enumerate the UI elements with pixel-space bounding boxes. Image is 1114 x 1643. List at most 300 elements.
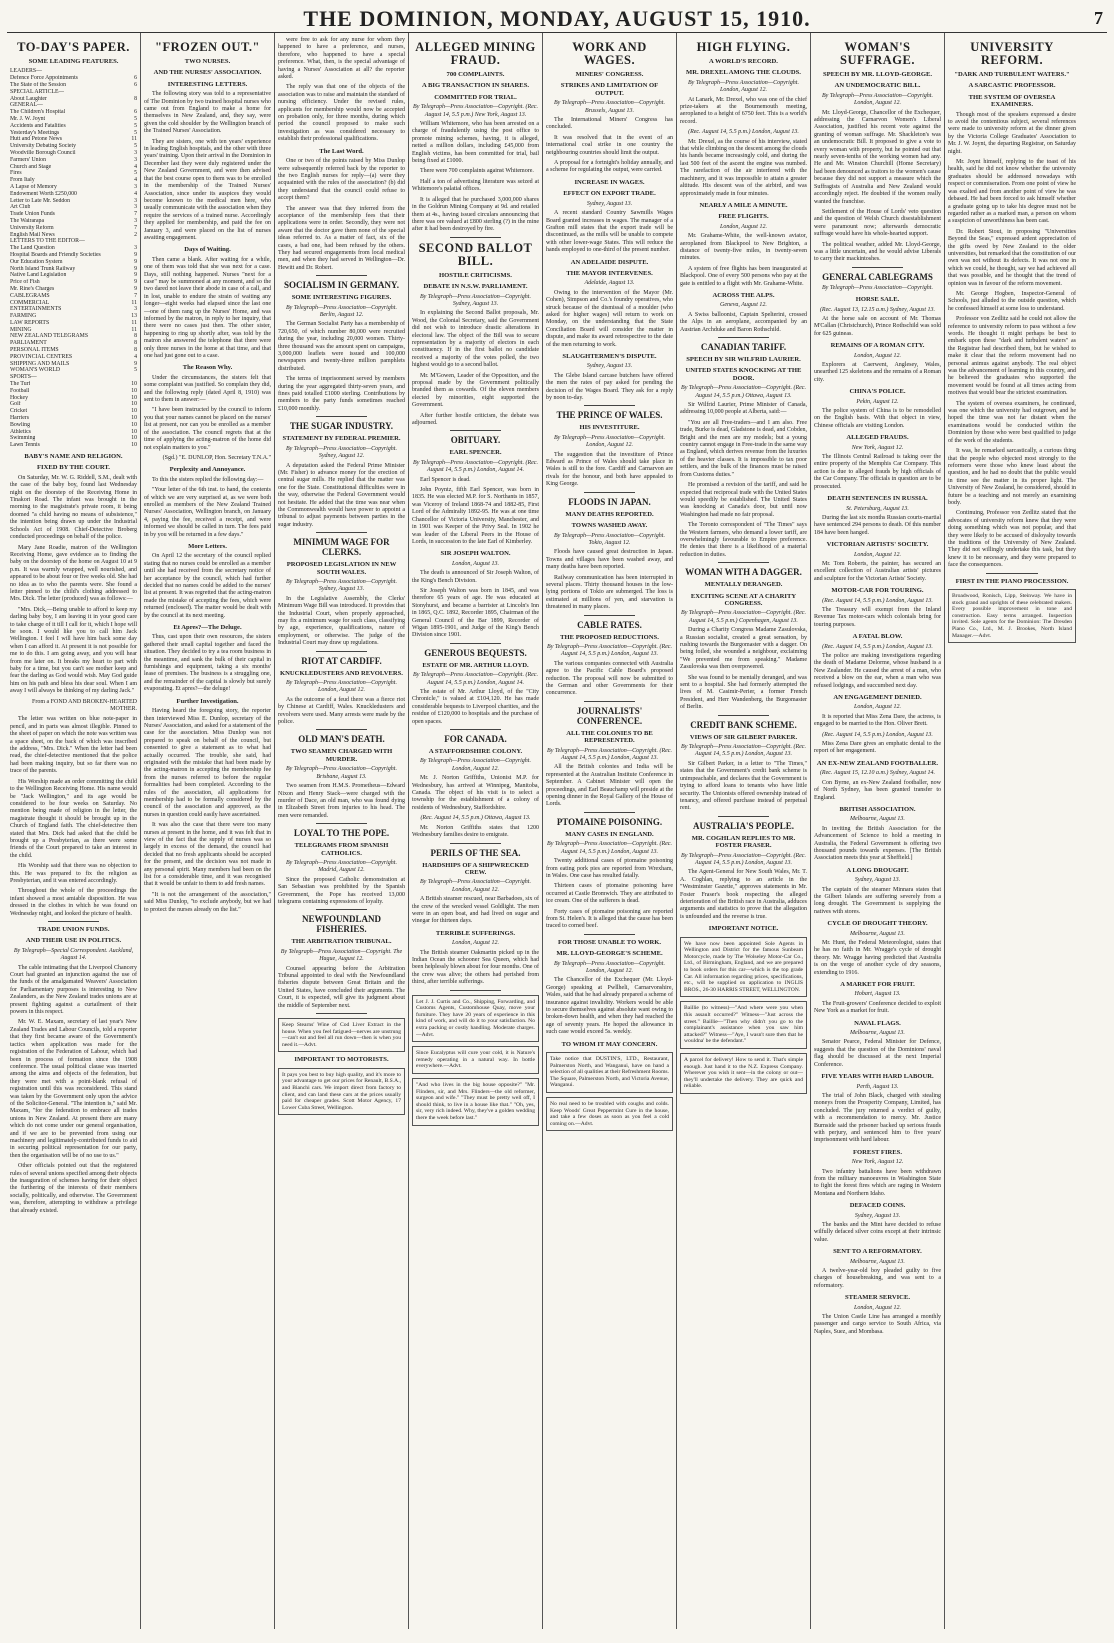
- headline: OBITUARY.: [450, 435, 501, 446]
- headline: BRITISH ASSOCIATION.: [839, 805, 916, 813]
- index-label: The Wairarapa: [10, 217, 45, 224]
- index-row: [10, 354, 137, 361]
- headline: MANY CASES IN ENGLAND.: [565, 830, 654, 838]
- headline: HIGH FLYING.: [696, 40, 791, 54]
- headline: AND THEIR USE IN POLITICS.: [25, 937, 122, 945]
- column-divider: [584, 812, 635, 813]
- index-row: [10, 116, 137, 123]
- index-row: [10, 327, 137, 334]
- article-paragraph: Mr. Lloyd-George, Chancellor of the Exchequer, addressing the Carnarvon Women's Liberal Association, justified his recent vote against the granting of woman suffrage. Mr. Shackleton's was an undemocratic Bill. It proposed to give a vote to every woman with property, but he pointed out that nearly seven-tenths of the working women had any. He and Mr. Winston Churchill (Home Secretary) had been denounced as traitors to the women's cause because they did not support a measure which the Suffragists of Australia and New Zealand would accordingly reject. He doubted if the women really wanted the franchise.: [814, 109, 941, 205]
- headline: STATEMENT BY FEDERAL PREMIER.: [282, 435, 401, 443]
- column-8: [945, 33, 1079, 1629]
- index-page: 4: [134, 177, 137, 184]
- article-paragraph: The cable intimating that the Liverpool Chancery Court had granted an injunction against the use of the funds of the amalgamated Weavers' Association for Parliamentary purposes is interesting to New Zealanders, as the New Zealand trades unions are at present fighting against a curtailment of their powers in this respect.: [10, 964, 137, 1016]
- headline: THE SYSTEM OF OVERSEA EXAMINERS.: [968, 93, 1056, 109]
- headline: MR. COGHLAN REPLIES TO MR. FOSTER FRASER.: [691, 834, 796, 850]
- article-paragraph: The following story was told to a representative of The Dominion by two trained hospital nurses who came out from England to make a home for themselves in New Zealand, and, they say, were given the cold shoulder by the Wellington branch of the Trained Nurses' Association.: [144, 91, 271, 135]
- article-paragraph: There were 700 complaints against Whitemore.: [420, 168, 534, 175]
- article-paragraph: It is alleged that he purchased 3,000,000 shares in the Goldrun Mining Company at 9d. and retailed them at 4s., having issued circulars announcing that there was ore valued at £800 sterling (?) in the mine after it had been destroyed by fire.: [412, 196, 539, 233]
- headline: ACROSS THE ALPS.: [712, 291, 775, 299]
- article-paragraph: Throughout the whole of the proceedings the infant showed a most amiable disposition. He was dressed in the clothes in which he was found on Wednesday night, and looked the picture of health.: [10, 888, 137, 917]
- index-label: Endowment Worth £250,000: [10, 190, 77, 197]
- index-label: MINING: [10, 326, 32, 333]
- index-label: University Debating Society: [10, 143, 77, 150]
- dateline: Sydney, August 13.: [586, 200, 633, 207]
- article-paragraph: The political weather, added Mr. Lloyd-George, was a little uncertain, and he would advise Liberals to carry their mackintoshes.: [814, 241, 941, 263]
- column-6: [677, 33, 811, 1629]
- index-page: 10: [131, 442, 137, 449]
- index-label: Native Land Legislation: [10, 272, 67, 279]
- index-row: [10, 218, 137, 225]
- article-paragraph: At the horse sale on account of Mr. Thomas M'Callan (Christchurch), Prince Rothschild was sold for 625 guineas.: [814, 315, 941, 337]
- article-paragraph: The estate of Mr. Arthur Lloyd, of the "City Chronicle," is valued at £104,120. He has made considerable bequests to Liverpool charities, and the residue of £120,000 to hospitals and the purchase of open spaces.: [412, 689, 539, 725]
- headline: Perplexity and Annoyance.: [169, 466, 246, 474]
- article-paragraph: Mr. M'Gowen, Leader of the Opposition, and the proposal made by the Government politically branded them as cowards. Of the eleven members elected by minorities, eight supported the Government.: [412, 372, 539, 409]
- article-paragraph: Mr. W. E. Maxam, secretary of last year's New Zealand Trades and Labour Councils, told a reporter that they first became aware of the Government's tactics when application was made for the registration of the Federation of Labour, which had been in process of formation since the 1908 conference. The usual political clause was inserted among the aims and objects of the federation, but they were met with a point-blank refusal of registration until this was reconsidered. This stand was taken by the Government only upon the advice of the Solicitor-General. "The intention is," said Mr. Maxam, "for the federation to embrace all trades unions in New Zealand. At present there are many which do not come under our general organisation, and if we are to be prevented from using our machinery and legitimately-contributed funds to aid in securing political representation for our party, then the organisation will be of no use to us.": [10, 1019, 137, 1159]
- article-paragraph: The police are making investigations regarding the death of Madame Delorme, whose husband is a New Zealander. He caused the arrest of a man, who received a blow on the ear, when a man who was refused lodgings, and succumbed next day.: [814, 653, 941, 689]
- headline: AN EX-NEW ZEALAND FOOTBALLER.: [816, 759, 939, 767]
- index-page: 3: [134, 183, 137, 190]
- index-label: PROVINCIAL CENTRES: [10, 353, 73, 360]
- headline: HARDSHIPS OF A SHIPWRECKED CREW.: [422, 861, 529, 876]
- dateline: By Telegraph—Press Association—Copyright. Sydney, August 12.: [286, 445, 397, 460]
- headline: TWO NURSES.: [184, 58, 231, 65]
- headline: CREDIT BANK SCHEME.: [690, 719, 797, 730]
- column-divider: [718, 562, 769, 563]
- article-paragraph: The letter was written on blue note-paper in pencil, and in parts was almost illegible. Pinned to the sheet of paper on which the note was written was a space sheet, on the back of which was inscribed the address, "Mrs. Dick." When the letter had been read, the chief-detective mentioned that the police had been making inquiry, but so far there was no trace of the parents.: [10, 716, 137, 775]
- article-paragraph: Under the circumstances, the sisters felt that some complaint was justified. So complain they did, and the following reply (dated April 8, 1910) was sent to them in answer:—: [144, 374, 271, 404]
- headline: Et Apres?—The Deluge.: [173, 624, 242, 632]
- headline: A BIG TRANSACTION IN SHARES.: [421, 82, 530, 90]
- article-paragraph: At Lanark, Mr. Drexel, who was one of the chief prize-takers at the Bournemouth meeting, aeroplaned to a height of 6750 feet. This is a world's record.: [680, 96, 807, 125]
- dateline: St. Petersburg, August 13.: [846, 505, 909, 512]
- index-row: [10, 395, 137, 402]
- article-paragraph: "You are all Free-traders—and I am also. Free trade, Burke is dead, Gladstone is dead, and Cobden, Bright and the men are my models; but a young country cannot engage in Free-trade in the same way as England, which derives revenue from the luxuries of the heavier classes. It is impossible to tax poor settlers, and the bulk of the finances must be raised from Customs duties.": [680, 419, 807, 478]
- index-page: 7: [134, 292, 137, 299]
- advertisement: Since Eucalyptus will cure your cold, it is Nature's remedy operating in a natural way. In bottle everywhere.—Advt.: [412, 1046, 539, 1074]
- headline: FIRST IN THE PIANO PROCESSION.: [955, 577, 1069, 585]
- headline: FOR CANADA.: [444, 734, 507, 745]
- dateline: Melbourne, August 13.: [850, 930, 905, 937]
- article-paragraph: Mr. Joynt himself, replying to the toast of his health, said he did not know whether the university graduates should be addressed nowadays with respect or commiseration. From one point of view he was exalted and from another point of view he was debased. He had been forced to ask himself whether a graduate going up to take his degree must not be regarded rather as a marked man, a person on whom a suspicion of unworthiness has been cast.: [948, 159, 1076, 225]
- index-row: [10, 320, 137, 327]
- index-row: [10, 333, 137, 340]
- column-divider: [718, 816, 769, 817]
- index-label: Cricket: [10, 408, 28, 415]
- article-paragraph: The German Socialist Party has a membership of 720,650, of which number 80,000 were recruited during the year, including 20,000 women. Thirty-three thousand was the amount spent on campaigns, 3,000,000 leaflets were issued and 100,000 newspapers and twenty-three million pamphlets distributed.: [278, 321, 405, 372]
- dateline: By Telegraph—Press Association—Copyright. Brisbane, August 13.: [286, 766, 397, 780]
- dateline: By Telegraph—Press Association—Copyright.: [822, 284, 933, 291]
- column-7: [811, 33, 945, 1629]
- dateline: Melbourne, August 13.: [850, 816, 905, 823]
- index-row: [10, 340, 137, 347]
- advertisement: Keep Stearns' Wine of Cod Liver Extract in the house. When you feel fatigued—nerves are unstrung—can't eat and feel all run down—then is when you need it.—Advt.: [278, 1018, 405, 1052]
- headline: MR. LLOYD-GEORGE'S SCHEME.: [556, 950, 663, 958]
- article-paragraph: Settlement of the House of Lords' veto question and the question of Welsh Church disestablishment were paramount now; afterwards democratic suffrage would have his whole-hearted support.: [814, 208, 941, 238]
- dateline: By Telegraph—Press Association—Copyright. London, August 12.: [554, 960, 665, 974]
- column-3: [275, 33, 409, 1629]
- headline: SENT TO A REFORMATORY.: [833, 1248, 922, 1256]
- article-paragraph: During a Charity Congress Madame Zasulovska, a Russian socialist, created a great sensation, by rushing towards the Burgomaster with a dagger. On being foiled, she wounded a neighbour, exclaiming "We prevented me from speaking." Madame Zasulovska was then overpowered.: [680, 627, 807, 671]
- headline: MINIMUM WAGE FOR CLERKS.: [293, 537, 390, 558]
- column-divider: [450, 843, 501, 844]
- index-row: [10, 102, 137, 109]
- index-label: Letter to Late Mr. Seddon: [10, 197, 71, 204]
- article-paragraph: The Agent-General for New South Wales, Mr. T. A. Coghlan, replying to an article in the "Westminster Gazette," approves statements in Mr. Foster Fraser's book respecting the alleged deterioration of the British race in Australia, adduces arguments and statistics to prove that the allegation is unfounded and the reverse is true.: [680, 869, 807, 920]
- article-paragraph: The Glebe Island carcase butchers have offered the men the rates of pay asked for pending the decision of the Wages Board. They ask for a reply by noon to-day.: [546, 372, 673, 402]
- article-paragraph: Then came a blank. After waiting for a while, one of them was told that she was next for a case. Days, still nothing happened. Nurses "next for a case" may be summoned at any moment, and so the two dared not leave their abode in case of a call, and in lost, unable to endure the strain of waiting any longer—eight weeks had elapsed since the last one—one of them rang up the Nurses' Home, and was informed by the matron, in reply to her inquiry, that there were no cases just then. The other sister, happening to ring up shortly after, was told by the matron she answered the telephone that there were only three nurses in the home at that time, and that one had just gone out to a case.: [144, 256, 271, 360]
- dateline: By Telegraph—Press Association—Copyright. London, August 12.: [688, 79, 799, 94]
- headline: TO WHOM IT MAY CONCERN.: [561, 1040, 658, 1048]
- article-paragraph: A deputation asked the Federal Prime Minister (Mr. Fisher) to advance money for the erection of central sugar mills. He replied that the matter was one for the State. Constitutional difficulties were in the way, otherwise the Federal Government would not hesitate. He added that the time was near when the Commonwealth would have power to appoint a tribunal to adjust payments between parties in the sugar industry.: [278, 462, 405, 528]
- headline: BABY'S NAME AND RELIGION.: [24, 453, 123, 461]
- headline: Days of Waiting.: [184, 246, 231, 254]
- dateline: London, August 12.: [854, 551, 901, 558]
- index-row: [10, 198, 137, 205]
- headline: SIR JOSEPH WALTON.: [440, 550, 511, 558]
- index-page: 5: [134, 170, 137, 177]
- article-paragraph: Mr. Grahame-White, the well-known aviator, aeroplaned from Blackpool to New Brighton, a distance of twenty-five miles, in twenty-seven minutes.: [680, 233, 807, 262]
- index-page: 9: [134, 265, 137, 272]
- index-label: Golf: [10, 401, 21, 408]
- article-paragraph: Forty cases of ptomaine poisoning are reported from St. Helen's. It is alleged that the cause has been traced to corned beef.: [546, 908, 673, 930]
- index-row: [10, 232, 137, 239]
- headline: SECOND BALLOT BILL.: [418, 240, 533, 268]
- dateline: (Rec. August 14, 5.5 p.m.) London, August 13.: [688, 129, 799, 136]
- column-area: [7, 33, 1107, 1629]
- index-label: Farmers' Union: [10, 156, 46, 163]
- dateline: London, August 13.: [452, 560, 499, 567]
- headline: The Last Word.: [319, 147, 364, 155]
- index-page: 8: [134, 95, 137, 102]
- index-row: [10, 75, 137, 82]
- headline: A MARKET FOR FRUIT.: [840, 981, 915, 989]
- dateline: By Telegraph—Press Association—Copyright. The Hague, August 12.: [280, 948, 403, 963]
- dateline: Pekin, August 12.: [856, 398, 899, 405]
- article-paragraph: Mr. J. Norton Griffiths, Unionist M.P. for Wednesbury, has arrived at Winnipeg, Manitoba, Canada. The object of his visit is to select a township for the establishment of a colony of residents of Wednesbury, Staffordshire.: [412, 775, 539, 811]
- index-row: [10, 204, 137, 211]
- article-paragraph: Though most of the speakers expressed a desire to avoid the contentious subject, several references were made to university reform at the dinner given by the Victoria College Graduates' Association to Mr. J. W. Joynt, the departing Registrar, on Saturday night.: [948, 111, 1076, 155]
- index-label: From Italy: [10, 177, 35, 184]
- index-row: [10, 68, 137, 75]
- index-row: [10, 259, 137, 266]
- article-paragraph: It is reported that Miss Zena Dare, the actress, is engaged to be married to the Hon. Oliver Brett.: [814, 713, 941, 728]
- dateline: New York, August 12.: [851, 444, 904, 451]
- headline: CYCLE OF DROUGHT THEORY.: [827, 920, 928, 928]
- article-paragraph: The International Miners' Congress has concluded.: [546, 117, 673, 131]
- column-divider: [316, 909, 367, 910]
- masthead-title: THE DOMINION, MONDAY, AUGUST 15, 1910.: [303, 6, 811, 31]
- dateline: By Telegraph—Press Association—Copyright. Tokio, August 12.: [554, 532, 665, 546]
- article-paragraph: They are sisters, one with ten years' experience in leading English hospitals, and the other with three years' training. Upon their arrival in the Dominion in December last they were duly registered under the New Zealand Government, and were then advised that the best course open to them was to be enrolled in the membership of the Trained Nurses' Association, since under its auspices they would become known to the medical men here, who usually communicate with the association when they require the services of a trained nurse. Accordingly they applied for membership, and paid the fee on January 3, and were placed on the list of nurses awaiting engagement.: [144, 138, 271, 241]
- article-paragraph: Other officials pointed out that the registered rules of several unions specified among their objects the inauguration of schemes having for their object the furthering of the interests of their members socially, politically, and otherwise. The Government was, therefore, attempting to withdraw a privilege that already existed.: [10, 1163, 137, 1214]
- index-row: [10, 286, 137, 293]
- index-row: [10, 130, 137, 137]
- article-paragraph: Since the proposed Catholic demonstration at San Sebastian was prohibited by the Spanish Government, the Pope has received 13,000 telegrams containing expressions of loyalty.: [278, 876, 405, 905]
- column-2: [141, 33, 275, 1629]
- index-row: [10, 184, 137, 191]
- index-page: 9: [134, 285, 137, 292]
- index-label: Hospital Boards and Friendly Societies: [10, 251, 101, 258]
- headline: NAVAL FLAGS.: [854, 1019, 901, 1027]
- dateline: (Rec. August 14, 5.5 p.m.) London, August 13.: [822, 643, 933, 650]
- article-paragraph: The Fruit-growers' Conference decided to exploit New York as a market for fruit.: [814, 1000, 941, 1015]
- headline: MOTOR-CAR FOR TOURING.: [831, 587, 924, 595]
- dateline: London, August 12.: [854, 352, 901, 359]
- headline: SOME LEADING FEATURES.: [28, 58, 119, 65]
- headline: EFFECT ON EXPORT TRADE.: [563, 190, 656, 198]
- index-page: 11: [131, 319, 137, 326]
- article-paragraph: "Mrs. Dick,—Being unable to afford to keep my darling baby boy, I am leaving it in your good care to take charge of it till I call for it, which I hope will be soon. I would like you to call him Jack Wellington. I feel I will have him back some day when I can afford it. At present it is not possible for me to do this. I am going away, and you will hear from me later on. It breaks my heart to part with baby for a time, but you can't see mother keep and fear the darling as God would wish. May God guide him on his path and bless his dear soul. When I am away I will always be thinking of my darling Jack.": [10, 606, 137, 695]
- article-paragraph: Dr. Robert Stout, in proposing "Universities Beyond the Seas," expressed ardent appreciation of the gifts owed by New Zealand to the older universities, but remarked that the constitution of our own was not without its defects. It was not one in which we could, he thought, say we had achieved all that was possible, and he thought that the trend of opinion was in favour of the reform movement.: [948, 228, 1076, 287]
- index-page: 9: [134, 279, 137, 286]
- article-paragraph: A system of free flights has been inaugurated at Blackpool. One of every 500 persons who pay at the gate is entitled to a flight with Mr. Grahame-White.: [680, 265, 807, 287]
- index-row: [10, 245, 137, 252]
- headline: A LONG DROUGHT.: [846, 866, 909, 874]
- article-paragraph: William Whitemore, who has been arrested on a charge of fraudulently using the post office to promote mining schemes, having, it is alleged, netted a million dollars, including £45,000 from English victims, has been committed for trial, bail being fixed at £1000.: [412, 121, 539, 165]
- dateline: By Telegraph—Press Association—Copyright. (Rec. August 14, 5.5 p.m.) London, August 13.: [547, 643, 672, 658]
- column-divider: [986, 573, 1037, 574]
- index-label: Defence Force Appointments: [10, 75, 78, 82]
- article-paragraph: Mary Jane Roadie, matron of the Wellington Receiving Home, gave evidence as to finding the baby on the doorstep of the home on August 10 at 9 p.m. It was warmly wrapped, well nourished, and appeared to be about four or five weeks old. She had no idea as to who the parents were. She found a letter pinned to the child's clothing addressed to Mrs. Dick. The letter (produced) was as follows:—: [10, 544, 137, 603]
- newspaper-page: [7, 6, 1107, 1631]
- headline: EARL SPENCER.: [449, 449, 502, 457]
- article-paragraph: John Poyntz, fifth Earl Spencer, was born in 1835. He was elected M.P. for S. Northants in 1857, was Viceroy of Ireland 1868-74 and 1882-85, First Lord of the Admiralty 1892-95. He was at one time Chancellor of Victoria University, Manchester, and in 1901 was Keeper of the Privy Seal. In 1902 he was leader of the Liberal Peers in the House of Lords, in succession to the late Earl of Kimberley.: [412, 487, 539, 545]
- dateline: By Telegraph—Press Association—Copyright. Sydney, August 13.: [286, 578, 397, 593]
- headline: TWO SEAMEN CHARGED WITH MURDER.: [290, 748, 393, 763]
- article-paragraph: Explorers at Caerwent, Anglesey, Wales, unearthed 125 skeletons and the remains of a Roman city.: [814, 362, 941, 383]
- headline: AN ENGAGEMENT DENIED.: [833, 694, 922, 702]
- article-paragraph: The Toronto correspondent of "The Times" says the Western farmers, who demand a lower tariff, are overwhelmingly favourable to Empire preference. He denies that there is a likelihood of a material reduction in duties.: [680, 522, 807, 558]
- column-divider: [450, 729, 501, 730]
- article-paragraph: The trial of John Black, charged with stealing moneys from the Prosperity Company, Limited, has concluded. The jury returned a verdict of guilty, with a recommendation to mercy. Mr. Justice Burnside said the prisoner backed up serious frauds with perjury, and sentenced him to five years' imprisonment with hard labour.: [814, 1092, 941, 1144]
- masthead: [7, 6, 1107, 33]
- headline: THE PROPOSED REDUCTIONS.: [560, 633, 659, 641]
- column-divider: [718, 715, 769, 716]
- article-paragraph: Mr. George Hogben, Inspector-General of Schools, just alluded to the outside question, which he confessed himself at some loss to understand.: [948, 290, 1076, 312]
- headline: INTERESTING LETTERS.: [167, 80, 248, 88]
- index-label: The Children's Hospital: [10, 109, 66, 116]
- dateline: Geneva, August 12.: [720, 302, 767, 309]
- index-row: [10, 401, 137, 408]
- advertisement: Take notice that DUSTIN'S, LTD., Restaurant, Palmerston North, and Wanganui, have on hand a selection of all qualities at their Refreshment Rooms. The Square, Palmerston North, and Victoria Avenue, Wanganui.: [546, 1052, 673, 1093]
- index-row: [10, 157, 137, 164]
- index-label: Our Education System: [10, 258, 63, 265]
- dateline: By Telegraph—Press Association—Copyright. Brussels, August 13.: [554, 100, 665, 114]
- advertisement: We have now been appointed Sole Agents in Wellington and District for the famous Sunbeam Motorcycle, made by The Wolseley Motor-Car Co., Ltd., of Birmingham, England, and we are prepared to book orders for this car—which is the top grade Car. All information regarding prices, specifications, etc., will be supplied on application to INGLIS BROS., 26-30 HARRIS STREET, WELLINGTON.: [680, 937, 807, 998]
- article-paragraph: The police system of China is to be remodelled on the English basis. With that object in view, Chinese officials are visiting London.: [814, 408, 941, 429]
- index-page: 4: [134, 353, 137, 360]
- dateline: By Telegraph—Press Association—Copyright. (Rec. August 14, 5.5 p.m.) Copenhagen, August 13.: [681, 610, 806, 624]
- headline: VIEWS OF SIR GILBERT PARKER.: [689, 733, 798, 741]
- article-paragraph: Miss Zena Dare gives an emphatic denial to the report of her engagement.: [814, 741, 941, 755]
- headline: TO-DAY'S PAPER.: [17, 40, 130, 54]
- index-row: [10, 123, 137, 130]
- contents-index: [10, 68, 137, 449]
- dateline: (Rec. August 14, 5.5 p.m.) London, August 13.: [822, 731, 933, 738]
- article-paragraph: "Your letter of the 6th inst. to hand, the contents of which we are very surprised at, as we were both enrolled as members of the New Zealand Trained Nurses' Association, Wellington branch, on January 4, paying the fee, received a receipt, and were informed we should be called in turn. The fees paid in by you will be returned in a few days.": [144, 487, 271, 538]
- headline: GENEROUS BEQUESTS.: [424, 647, 527, 658]
- article-paragraph: The Chancellor of the Exchequer (Mr. Lloyd-George) speaking at Pwllheli, Carnarvonshire, Wales, said that he had already prepared a scheme of insurance against invalidity. Workers would be able to secure themselves against absolute want owing to broken-down health, and when they had reached the age of seventy years. He hoped the allowance in such case would exceed 5s. weekly.: [546, 977, 673, 1036]
- index-row: [10, 225, 137, 232]
- headline: STEAMER SERVICE.: [845, 1294, 910, 1302]
- headline: FOREST FIRES.: [853, 1148, 902, 1156]
- article-paragraph: To this the sisters replied the following day:—: [152, 476, 264, 483]
- article-paragraph: Counsel appearing before the Arbitration Tribunal appointed to deal with the Newfoundland fisheries dispute between Great Britain and the United States, have concluded their arguments. The Court, it is expected, will give its judgment about the middle of September next.: [278, 965, 405, 1009]
- article-paragraph: Railway communication has been interrupted in several places. Thirty thousand houses in the low-lying portions of Tokio are submerged. The loss is estimated at millions of yen, and starvation is threatened in many places.: [546, 574, 673, 611]
- index-row: [10, 89, 137, 96]
- index-label: CABLEGRAMS: [10, 292, 50, 299]
- index-row: [10, 272, 137, 279]
- index-row: [10, 415, 137, 422]
- headline: IMPORTANT TO MOTORISTS.: [294, 1056, 389, 1064]
- article-paragraph: The reply was that one of the objects of the association was to raise and maintain the standard of nursing efficiency. Under the revised rules, applicants for membership would now be accepted on probation only, for three months, during which period the council proposed to make such investigation as was considered necessary to establish their professional qualifications.: [278, 84, 405, 143]
- index-row: [10, 136, 137, 143]
- advertisement: Baillie (to witness)—"And where were you when this assault occurred?" Witness—"Just across the street." Baillie—"Then why didn't you go to the complainant's assistance when you saw him attacked?" Witness—"Aye, I wasn't sure then that he wouldna' be the defendant.": [680, 1001, 807, 1049]
- index-page: 4: [134, 163, 137, 170]
- article-paragraph: In the Legislative Assembly, the Clerks' Minimum Wage Bill was introduced. It provides that the Industrial Court, when properly approached, may fix a minimum wage for such class, classifying by age, experience, qualifications, nature of employment, or otherwise. The judge of the Industrial Court may draw up regulations.: [278, 595, 405, 647]
- article-paragraph: Sir Gilbert Parker, in a letter to "The Times," states that the Government's credit bank scheme is unimpeachable, and declares that the Government is trying to afford loans to tenants who have little security. The Unionists offered ownership instead of tenancy, and offered purchase instead of perpetual rent.: [680, 760, 807, 812]
- column-divider: [316, 729, 367, 730]
- headline: SOCIALISM IN GERMANY.: [284, 280, 399, 291]
- index-page: 10: [131, 408, 137, 415]
- dateline: By Telegraph—Press Association—Copyright. (Rec. August 14, 5.5 p.m.) London, August 13.: [681, 744, 806, 758]
- headline: UNITED STATES KNOCKING AT THE DOOR.: [685, 367, 802, 382]
- index-page: 9: [134, 251, 137, 258]
- headline: THE MAYOR INTERVENES.: [566, 269, 653, 277]
- article-paragraph: On April 12 the secretary of the council replied stating that no nurses could be enrolled as a member until she had received from the secretary notice of her acceptance by the council, which had further decided that no names could be added to the nurses' list at present. It was regretted that the acting-matron made the mistake of accepting the fees, which were returned (enclosed). The matter would be dealt with by the council at its next meeting.: [144, 553, 271, 619]
- headline: MINERS' CONGRESS.: [575, 71, 644, 78]
- headline: FLOODS IN JAPAN.: [568, 496, 651, 507]
- column-divider: [718, 337, 769, 338]
- index-label: Fires: [10, 170, 22, 177]
- dateline: New York, August 12.: [851, 1159, 904, 1166]
- column-divider: [450, 990, 501, 991]
- advertisement: Broadwood, Ronisch, Lipp, Steinway. We have in stock grand and uprights of these celebrated makers. Every possible improvement in tone and construction. Easy terms arranged. Inspection invited. Sole agents for the Dominion: The Dresden Piano Co., Ltd., M. J. Brookes, North Island Manager.—Advt.: [948, 589, 1076, 643]
- dateline: (Rec. August 15, 12.10 a.m.) Sydney, August 14.: [819, 770, 936, 777]
- index-page: 2: [134, 231, 137, 238]
- index-label: COMMERCIAL: [10, 299, 50, 306]
- headline: SLAUGHTERMEN'S DISPUTE.: [562, 353, 657, 360]
- index-label: LAW REPORTS: [10, 319, 50, 326]
- index-row: [10, 306, 137, 313]
- index-row: [10, 252, 137, 259]
- article-paragraph: Owing to the intervention of the Mayor (Mr. Cohen), Simpson and Co.'s foundry operatives, who struck because of the dismissal of a moulder (who asked for higher wages) will return to work on Monday, on the understanding that the State Conciliation Board will consider the matter in dispute, and make its award retrospective to the date of the men returning to work.: [546, 289, 673, 348]
- dateline: London, August 12.: [720, 223, 767, 230]
- index-page: 5: [134, 143, 137, 150]
- index-label: Price of Fish: [10, 279, 40, 286]
- headline: More Letters.: [188, 542, 227, 550]
- column-divider: [450, 430, 501, 431]
- article-paragraph: The banks and the Mint have decided to refuse wilfully defaced silver coins except at their intrinsic value.: [814, 1222, 941, 1243]
- index-row: [10, 191, 137, 198]
- dateline: By Telegraph—Press Association—Copyright. London, August 12.: [822, 92, 933, 107]
- article-paragraph: Twenty additional cases of ptomaine poisoning from eating pork pies are reported from Wrexham, in Wales. One case has resulted fatally.: [546, 858, 673, 879]
- index-page: 3: [134, 306, 137, 313]
- article-paragraph: Senator Pearce, Federal Minister for Defence, suggests that the question of the Dominions' naval flag should be discussed at the next Imperial Conference.: [814, 1039, 941, 1068]
- index-row: [10, 170, 137, 177]
- headline: Further Investigation.: [176, 697, 239, 705]
- index-row: [10, 164, 137, 171]
- dateline: By Telegraph—Press Association—Copyright. (Rec. August 14, 5.5 p.m.) London, August 14.: [413, 672, 538, 686]
- index-row: [10, 300, 137, 307]
- signature: (Sgd.) "E. DUNLOP, Hon. Secretary T.N.A.": [162, 454, 271, 461]
- column-divider: [450, 643, 501, 644]
- column-divider: [584, 934, 635, 935]
- dateline: By Telegraph—Press Association—Copyright. (Rec. August 14, 5.5 p.m.) New York, August 13.: [413, 104, 538, 118]
- article-paragraph: A Swiss balloonist, Captain Spelterini, crossed the Alps in an aeroplane, accompanied by an Austrian Archduke and Baron Rothschild.: [680, 311, 807, 333]
- headline: INCREASE IN WAGES.: [574, 178, 645, 186]
- index-page: 6: [134, 109, 137, 116]
- article-paragraph: The death is announced of Sir Joseph Walton, of the King's Bench Division.: [412, 570, 539, 584]
- index-page: 9: [134, 258, 137, 265]
- index-row: [10, 374, 137, 381]
- article-paragraph: Mr. Drexel, as the course of his interview, stated that while climbing on the descent among the clouds his hands became increasingly cold, and during the last 500 feet of the ascent the engine was numbed. The rarefaction of the air interfered with the machinery, and it was impossible to attain a greater altitude. His descent was of the airbird, and was approximately made in four minutes.: [680, 138, 807, 197]
- index-label: PARLIAMENT: [10, 340, 47, 347]
- dateline: By Telegraph—Press Association—Copyright. (Rec. August 14, 5.5 p.m.) Ottawa, August 13.: [681, 385, 806, 399]
- index-row: [10, 429, 137, 436]
- dateline: Melbourne, August 13.: [850, 1030, 905, 1037]
- article-paragraph: Mr. Tom Roberts, the painter, has secured an excellent collection of Australian artists' pictures and sculpture for the Victorian Artists' Society.: [814, 560, 941, 582]
- index-page: 3: [134, 149, 137, 156]
- index-label: Mr. J. W. Joynt: [10, 115, 46, 122]
- index-label: Athletics: [10, 428, 31, 435]
- headline: A SARCASTIC PROFESSOR.: [968, 82, 1056, 90]
- column-4: [409, 33, 543, 1629]
- headline: "FROZEN OUT.": [155, 40, 260, 54]
- article-paragraph: Having heard the foregoing story, the reporter then interviewed Miss E. Dunlop, secretary of the Nurses' Association, and asked for a statement of the case for the association. Miss Dunlop was not prepared to speak on behalf of the council, but consented to give a statement as to what had actually occurred. The trouble, she said, had originated with the mistake that had been made by the acting-matron in accepting the membership fee from the nurses referred to before the regular formalities had been completed. According to the rules of the association, all applications for membership had to be formally considered by the council of the association and approved, as the nurses in question could easily have ascertained.: [144, 708, 271, 818]
- index-row: [10, 293, 137, 300]
- index-row: [10, 96, 137, 103]
- index-page: 10: [131, 421, 137, 428]
- headline: HORSE SALE.: [855, 296, 900, 304]
- index-page: 5: [134, 129, 137, 136]
- article-paragraph: "I have been instructed by the council to inform you that your names cannot be placed on the nurses' list at present, nor can you be enrolled as a member of the association. The council regrets that at the time of applying the acting-matron of the home did not explain matters to you.": [144, 407, 271, 451]
- headline: MR. DREXEL AMONG THE CLOUDS.: [686, 69, 801, 77]
- advertisement: No real need to be troubled with coughs and colds. Keep Woods' Great Peppermint Cure in the house, and take a few doses as soon as you feel a cold coming on.—Advt.: [546, 1097, 673, 1131]
- headline: FIVE YEARS WITH HARD LABOUR.: [821, 1073, 934, 1081]
- column-divider: [450, 237, 501, 238]
- index-label: About Laughter: [10, 95, 47, 102]
- headline: EXCITING SCENE AT A CHARITY CONGRESS.: [690, 592, 797, 607]
- article-paragraph: On Saturday, Mr. W. G. Riddell, S.M., dealt with the case of the baby boy, found last Wednesday night on the doorstep of the Receiving Home in Tinakori Road. The infant was brought in the morning to the magistrate's private room, it being doomed "a child having no means of subsistence," the intention being drawn up under the Industrial Schools Act of 1908. Chief-Detective Broberg conducted proceedings on behalf of the police.: [10, 474, 137, 541]
- dateline: By Telegraph—Press Association—Copyright. (Rec. August 14, 5.5 p.m.) London, August 13.: [547, 747, 672, 762]
- index-label: PERSONAL ITEMS: [10, 347, 59, 354]
- headline: IMPORTANT NOTICE.: [708, 925, 779, 933]
- headline: FOR THOSE UNABLE TO WORK.: [557, 938, 662, 946]
- index-page: 10: [131, 394, 137, 401]
- index-row: [10, 143, 137, 150]
- dateline: Sydney, August 13.: [586, 363, 633, 370]
- index-row: [10, 442, 137, 449]
- headline: GENERAL CABLEGRAMS: [822, 271, 933, 282]
- column-5: [543, 33, 677, 1629]
- index-label: FARMING: [10, 313, 37, 320]
- dateline: Sydney, August 13.: [854, 1212, 901, 1219]
- headline: SPEECH BY MR. LLOYD-GEORGE.: [822, 71, 933, 78]
- article-paragraph: She was found to be mentally deranged, and was sent to a hospital. She had formerly attempted the lives of M. Casimir-Perier, a former French President, and Herr Wandenberg, the Burgomaster of Berlin.: [680, 674, 807, 711]
- article-paragraph: It was also the case that there were too many nurses at present in the home, and it was felt that in view of the fact that the supply of nurses was so largely in excess of the demand, the council had decided that no fresh applicants should be accepted for the present, and the decision was not made in any personal spirit. Many members had been on the list for a considerable time, and it was recognised that it would be unfair to them to add fresh names.: [144, 822, 271, 888]
- article-paragraph: It was resolved that in the event of an international coal strike in one country the neighbouring countries should limit the output.: [546, 134, 673, 156]
- index-page: 10: [131, 387, 137, 394]
- article-paragraph: Mr. Hunt, the Federal Meteorologist, states that he has no faith in Mr. Wragge's cycle of drought theory. Mr. Wragge having predicted that Australia is on the verge of another cycle of dry seasons, extending to 1916.: [814, 940, 941, 976]
- index-row: [10, 361, 137, 368]
- index-label: The Turf: [10, 381, 31, 388]
- article-paragraph: The terms of imprisonment served by members during the year aggregated thirty-seven years, and fines paid totalled £1000 sterling. Contributions by members to the party funds sometimes reached £10,000 monthly.: [278, 376, 405, 412]
- index-label: Trade Union Funds: [10, 211, 55, 218]
- index-page: 5: [134, 122, 137, 129]
- article-paragraph: Sir Wilfrid Laurier, Prime Minister of Canada, addressing 10,000 people at Alberta, said:—: [680, 402, 807, 416]
